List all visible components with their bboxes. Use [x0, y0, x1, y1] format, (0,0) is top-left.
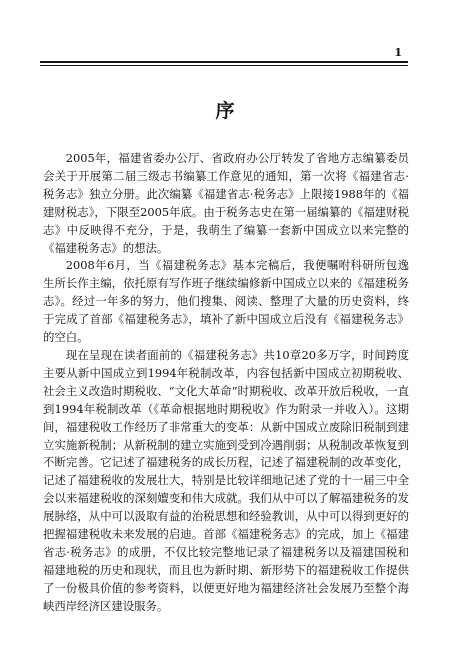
header-rule-thin — [40, 65, 408, 66]
page-title: 序 — [215, 100, 235, 122]
body-text — [43, 150, 409, 616]
header-rule-thick — [40, 61, 408, 63]
page-number: 1 — [394, 46, 402, 59]
paragraph-2: 2008年6月，当《福建税务志》基本完稿后，我便嘱咐科研所包逸生所长作主编，依托原有写作班子继续编修新中国成立以来的《福建税务志》。经过一年多的努力，他们搜集、阅读、整理了大量的历史资料，终于完成了首部《福建税务志》，填补了新中国成立后没有《福建税务志》的空白。 — [43, 258, 409, 345]
paragraph-1: 2005年，福建省委办公厅、省政府办公厅转发了省地方志编纂委员会关于开展第二届三级志书编纂工作意见的通知，第一次将《福建省志·税务志》独立分册。此次编纂《福建省志·税务志》上限接1988年的《福建财税志》，下限至2005年底。由于税务志史在第一届编纂的《福建财税志》中反映得不充分，于是，我萌生了编纂一套新中国成立以来完整的《福建税务志》的想法。 — [43, 151, 409, 255]
paragraph-3: 现在呈现在读者面前的《福建税务志》共10章20多万字，时间跨度主要从新中国成立到1994年税制改革，内容包括新中国成立初期税收、社会主义改造时期税收、“文化大革命”时期税收、改革开放后税收，一直到1994年税制改革（《革命根据地时期税收》作为附录一并收入）。这期间，福建税收工作经历了非常重大的变革：从新中国成立废除旧税制到建立实施新税制；从新税制的建立实施到受到冷遇削弱；从税制改革恢复到不断完善。它记述了福建税务的成长历程，记述了福建税制的改革变化，记述了福建税收的发展壮大，特别是比较详细地记述了党的十一届三中全会以来福建税收的深刻嬗变和伟大成就。我们从中可以了解福建税务的发展脉络，从中可以汲取有益的治税思想和经验教训，从中可以得到更好的把握福建税收未来发展的启迪。首部《福建税务志》的完成，加上《福建省志·税务志》的成册，不仅比较完整地记录了福建税务以及福建国税和福建地税的历史和现状，而且也为新时期、新形势下的福建税收工作提供了一份极具价值的参考资料，以便更好地为福建经济社会发展乃至整个海峡西岸经济区建设服务。 — [43, 347, 409, 613]
